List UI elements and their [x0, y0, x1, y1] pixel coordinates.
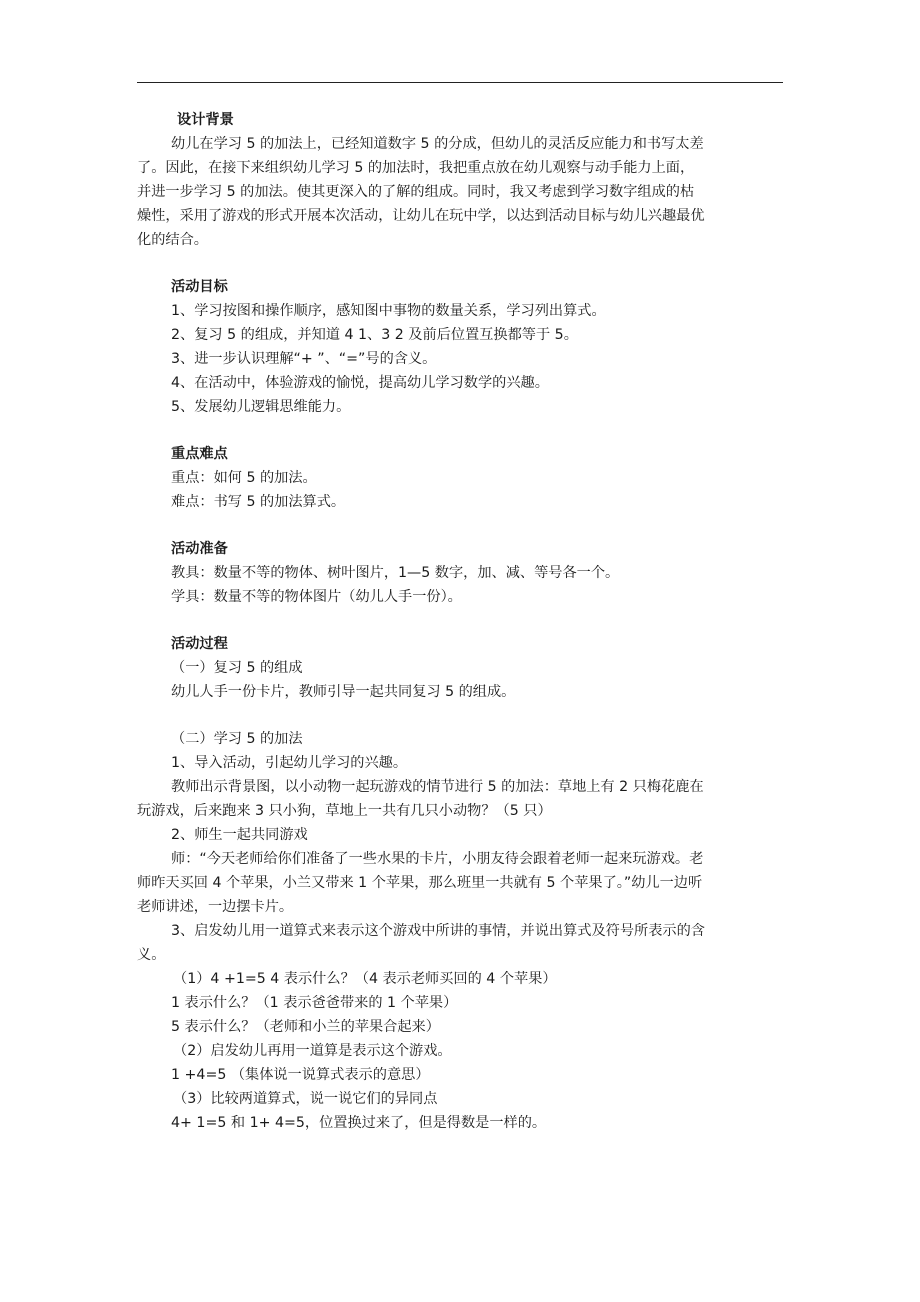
question-1: （1）4 +1=5 4 表示什么？（4 表示老师买回的 4 个苹果） [173, 971, 557, 987]
section-title-key-points: 重点难点 [171, 446, 228, 462]
question-2-answer: 1 +4=5 （集体说一说算式表示的意思） [171, 1067, 430, 1083]
header-rule [137, 82, 783, 83]
background-line: 并进一步学习 5 的加法。使其更深入的了解的组成。同时，我又考虑到学习数字组成的枯 [137, 184, 695, 200]
key-point-item: 重点：如何 5 的加法。 [171, 470, 317, 486]
document-page [137, 108, 787, 1135]
goal-item: 5、发展幼儿逻辑思维能力。 [171, 399, 351, 415]
background-line: 幼儿在学习 5 的加法上，已经知道数字 5 的分成，但幼儿的灵活反应能力和书写太差 [171, 136, 704, 152]
step1-line: 玩游戏，后来跑来 3 只小狗，草地上一共有几只小动物？（5 只） [137, 803, 552, 819]
background-line: 化的结合。 [137, 232, 208, 248]
step3-line: 3、启发幼儿用一道算式来表示这个游戏中所讲的事情，并说出算式及符号所表示的含 [171, 923, 705, 939]
goal-item: 3、进一步认识理解“+ ”、“=”号的含义。 [171, 351, 437, 367]
question-1-answer-a: 1 表示什么？（1 表示爸爸带来的 1 个苹果） [171, 995, 458, 1011]
section-title-preparation: 活动准备 [171, 541, 228, 557]
step3-line: 义。 [137, 947, 166, 963]
question-3: （3）比较两道算式，说一说它们的异同点 [173, 1091, 438, 1107]
background-line: 燥性，采用了游戏的形式开展本次活动，让幼儿在玩中学，以达到活动目标与幼儿兴趣最优 [137, 208, 705, 224]
question-3-answer: 4+ 1=5 和 1+ 4=5，位置换过来了，但是得数是一样的。 [171, 1115, 547, 1131]
goal-item: 1、学习按图和操作顺序，感知图中事物的数量关系，学习列出算式。 [171, 303, 606, 319]
step1-title: 1、导入活动，引起幼儿学习的兴趣。 [171, 755, 408, 771]
background-line: 了。因此，在接下来组织幼儿学习 5 的加法时，我把重点放在幼儿观察与动手能力上面， [137, 160, 695, 176]
section-title-process: 活动过程 [171, 636, 228, 652]
section-title-background: 设计背景 [177, 112, 234, 128]
step2-title: 2、师生一起共同游戏 [171, 827, 308, 843]
step2-line: 师：“今天老师给你们准备了一些水果的卡片，小朋友待会跟着老师一起来玩游戏。老 [171, 851, 704, 867]
step1-line: 教师出示背景图，以小动物一起玩游戏的情节进行 5 的加法：草地上有 2 只梅花鹿在 [171, 779, 704, 795]
preparation-item: 教具：数量不等的物体、树叶图片，1—5 数字，加、减、等号各一个。 [171, 565, 620, 581]
process-part2-heading: （二）学习 5 的加法 [171, 731, 303, 747]
section-title-goals: 活动目标 [171, 279, 228, 295]
goal-item: 4、在活动中，体验游戏的愉悦，提高幼儿学习数学的兴趣。 [171, 375, 549, 391]
goal-item: 2、复习 5 的组成，并知道 4 1、3 2 及前后位置互换都等于 5。 [171, 327, 578, 343]
step2-line: 师昨天买回 4 个苹果，小兰又带来 1 个苹果，那么班里一共就有 5 个苹果了。”幼儿一边听 [137, 875, 703, 891]
step2-line: 老师讲述，一边摆卡片。 [137, 899, 294, 915]
question-2: （2）启发幼儿再用一道算是表示这个游戏。 [173, 1043, 452, 1059]
question-1-answer-b: 5 表示什么？（老师和小兰的苹果合起来） [171, 1019, 440, 1035]
process-part1-heading: （一）复习 5 的组成 [171, 660, 303, 676]
key-point-item: 难点：书写 5 的加法算式。 [171, 494, 346, 510]
preparation-item: 学具：数量不等的物体图片（幼儿人手一份）。 [171, 589, 462, 605]
process-part1-text: 幼儿人手一份卡片，教师引导一起共同复习 5 的组成。 [171, 684, 516, 700]
